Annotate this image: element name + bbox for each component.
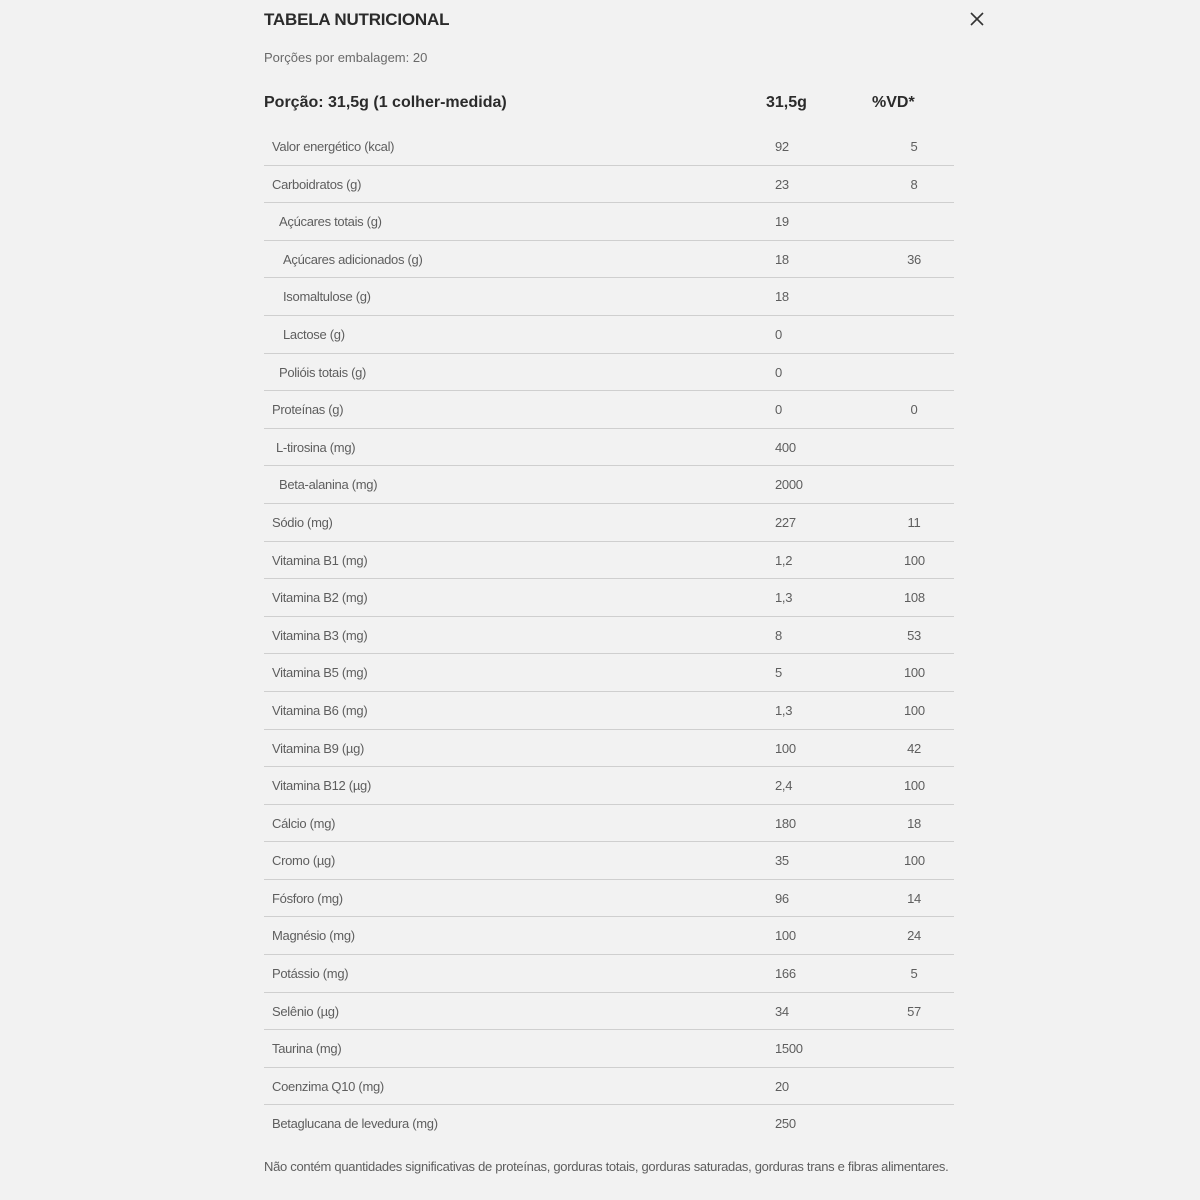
nutrient-name: Vitamina B2 (mg) [272, 590, 368, 606]
table-row [264, 542, 954, 580]
table-row [264, 692, 954, 730]
nutrient-amount: 166 [775, 966, 796, 982]
nutrient-name: Carboidratos (g) [272, 176, 362, 192]
nutrient-vd: 18 [907, 815, 921, 831]
table-row [264, 1105, 954, 1143]
nutrient-vd: 108 [904, 590, 925, 606]
amount-header: 31,5g [766, 94, 807, 111]
nutrient-vd: 42 [907, 740, 921, 756]
nutrient-vd: 11 [907, 514, 921, 530]
table-row [264, 278, 954, 316]
nutrient-amount: 96 [775, 890, 789, 906]
nutrient-vd: 5 [910, 966, 918, 982]
table-row [264, 654, 954, 692]
nutrient-amount: 1,3 [775, 702, 793, 718]
nutrient-amount: 1,3 [775, 590, 793, 606]
nutrient-name: Vitamina B3 (mg) [272, 627, 368, 643]
nutrient-name: Polióis totais (g) [279, 364, 367, 380]
nutrient-amount: 1500 [775, 1041, 803, 1057]
nutrient-amount: 180 [775, 815, 796, 831]
nutrient-vd: 24 [907, 928, 921, 944]
nutrient-name: Betaglucana de levedura (mg) [272, 1116, 438, 1132]
nutrient-name: Isomaltulose (g) [283, 289, 371, 305]
table-row [264, 1068, 954, 1106]
nutrient-name: Beta-alanina (mg) [279, 477, 378, 493]
nutrient-name: Vitamina B1 (mg) [272, 552, 368, 568]
nutrient-amount: 250 [775, 1116, 796, 1132]
table-row [264, 354, 954, 392]
table-row [264, 166, 954, 204]
nutrient-name: L-tirosina (mg) [276, 439, 356, 455]
footnote: Não contém quantidades significativas de proteínas, gorduras totais, gorduras saturadas, gorduras trans e fibras alimentares. [264, 1159, 949, 1174]
nutrient-vd: 53 [907, 627, 921, 643]
table-header [264, 94, 954, 118]
nutrient-vd: 100 [904, 665, 925, 681]
nutrient-amount: 400 [775, 439, 796, 455]
nutrient-name: Açúcares adicionados (g) [283, 251, 423, 267]
nutrient-name: Açúcares totais (g) [279, 214, 382, 230]
nutrition-panel [264, 0, 986, 1200]
close-icon [966, 8, 988, 30]
nutrient-vd: 8 [910, 176, 918, 192]
nutrient-vd: 100 [904, 853, 925, 869]
nutrient-amount: 35 [775, 853, 789, 869]
nutrient-amount: 18 [775, 289, 789, 305]
nutrient-amount: 0 [775, 402, 782, 418]
nutrient-amount: 100 [775, 740, 796, 756]
nutrient-amount: 100 [775, 928, 796, 944]
nutrient-vd: 36 [907, 251, 921, 267]
table-row [264, 203, 954, 241]
nutrient-name: Cálcio (mg) [272, 815, 336, 831]
nutrient-name: Valor energético (kcal) [272, 139, 395, 154]
table-row [264, 955, 954, 993]
table-row [264, 730, 954, 768]
nutrient-amount: 5 [775, 665, 782, 681]
nutrient-name: Magnésio (mg) [272, 928, 355, 944]
nutrient-vd: 0 [910, 402, 918, 418]
nutrient-amount: 2000 [775, 477, 803, 493]
table-row [264, 391, 954, 429]
table-row [264, 429, 954, 467]
nutrient-name: Cromo (µg) [272, 853, 335, 869]
nutrient-vd: 57 [907, 1003, 921, 1019]
page-title: TABELA NUTRICIONAL [264, 10, 450, 29]
nutrient-vd: 5 [910, 139, 918, 154]
nutrient-amount: 0 [775, 364, 782, 380]
vd-header: %VD* [872, 94, 915, 111]
nutrient-amount: 8 [775, 627, 782, 643]
nutrient-amount: 0 [775, 326, 782, 342]
table-row [264, 617, 954, 655]
table-row [264, 805, 954, 843]
nutrient-amount: 23 [775, 176, 789, 192]
nutrient-amount: 34 [775, 1003, 789, 1019]
nutrient-amount: 227 [775, 514, 796, 530]
nutrient-vd: 14 [907, 890, 921, 906]
nutrient-name: Vitamina B5 (mg) [272, 665, 368, 681]
portion-header: Porção: 31,5g (1 colher-medida) [264, 94, 507, 111]
nutrition-table [264, 128, 954, 1143]
nutrient-amount: 19 [775, 214, 789, 230]
table-row [264, 466, 954, 504]
nutrient-vd: 100 [904, 552, 925, 568]
nutrient-name: Vitamina B9 (µg) [272, 740, 365, 756]
table-row [264, 316, 954, 354]
nutrient-name: Selênio (µg) [272, 1003, 339, 1019]
nutrient-vd: 100 [904, 778, 925, 794]
nutrient-name: Taurina (mg) [272, 1041, 342, 1057]
nutrient-name: Proteínas (g) [272, 402, 344, 418]
nutrient-amount: 1,2 [775, 552, 793, 568]
nutrient-name: Sódio (mg) [272, 514, 333, 530]
nutrient-name: Fósforo (mg) [272, 890, 343, 906]
close-button[interactable] [966, 8, 988, 30]
nutrient-name: Lactose (g) [283, 326, 345, 342]
table-row [264, 579, 954, 617]
nutrient-amount: 18 [775, 251, 789, 267]
nutrient-name: Vitamina B6 (mg) [272, 702, 368, 718]
table-row [264, 128, 954, 166]
nutrient-amount: 92 [775, 139, 789, 154]
table-row [264, 880, 954, 918]
table-row [264, 993, 954, 1031]
table-row [264, 241, 954, 279]
table-row [264, 842, 954, 880]
table-row [264, 1030, 954, 1068]
table-row [264, 504, 954, 542]
servings-text: Porções por embalagem: 20 [264, 50, 428, 65]
table-row [264, 767, 954, 805]
nutrient-amount: 2,4 [775, 778, 793, 794]
nutrient-name: Vitamina B12 (µg) [272, 778, 371, 794]
nutrient-name: Coenzima Q10 (mg) [272, 1078, 384, 1094]
table-row [264, 917, 954, 955]
nutrient-name: Potássio (mg) [272, 966, 349, 982]
nutrient-vd: 100 [904, 702, 925, 718]
nutrient-amount: 20 [775, 1078, 789, 1094]
